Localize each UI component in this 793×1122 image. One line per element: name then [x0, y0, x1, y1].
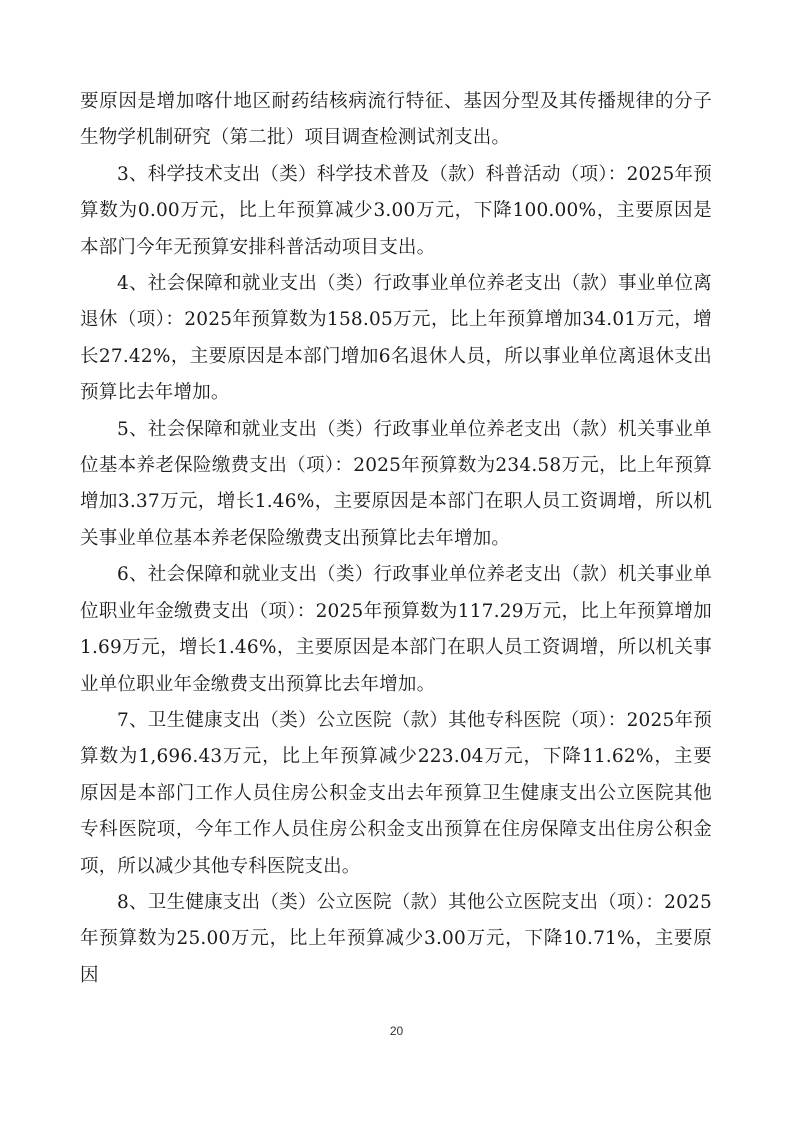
paragraph-item-5: 5、社会保障和就业支出（类）行政事业单位养老支出（款）机关事业单位基本养老保险缴费支出（项）：2025年预算数为234.58万元，比上年预算增加3.37万元，增长1.46%，主要原因是本部门在职人员工资调增，所以机关事业单位基本养老保险缴费支出预算比去年增加。: [80, 418, 712, 549]
paragraph-item-6: 6、社会保障和就业支出（类）行政事业单位养老支出（款）机关事业单位职业年金缴费支出（项）：2025年预算数为117.29万元，比上年预算增加1.69万元，增长1.46%，主要原因是本部门在职人员工资调增，所以机关事业单位职业年金缴费支出预算比去年增加。: [80, 564, 712, 695]
page-number: 20: [389, 1024, 404, 1038]
paragraph-continuation: 要原因是增加喀什地区耐药结核病流行特征、基因分型及其传播规律的分子生物学机制研究（第二批）项目调查检测试剂支出。: [80, 91, 712, 149]
paragraph-item-4: 4、社会保障和就业支出（类）行政事业单位养老支出（款）事业单位离退休（项）：2025年预算数为158.05万元，比上年预算增加34.01万元，增长27.42%，主要原因是本部门增加6名退休人员，所以事业单位离退休支出预算比去年增加。: [80, 273, 712, 404]
body-text: [80, 84, 712, 994]
paragraph-item-7: 7、卫生健康支出（类）公立医院（款）其他专科医院（项）：2025年预算数为1,696.43万元，比上年预算减少223.04万元，下降11.62%，主要原因是本部门工作人员住房公积金支出去年预算卫生健康支出公立医院其他专科医院项，今年工作人员住房公积金支出预算在住房保障支出住房公积金项，所以减少其他专科医院支出。: [80, 709, 712, 877]
paragraph-item-8: 8、卫生健康支出（类）公立医院（款）其他公立医院支出（项）：2025年预算数为25.00万元，比上年预算减少3.00万元，下降10.71%，主要原因: [80, 891, 712, 986]
paragraph-item-3: 3、科学技术支出（类）科学技术普及（款）科普活动（项）：2025年预算数为0.00万元，比上年预算减少3.00万元，下降100.00%，主要原因是本部门今年无预算安排科普活动项目支出。: [80, 163, 712, 258]
